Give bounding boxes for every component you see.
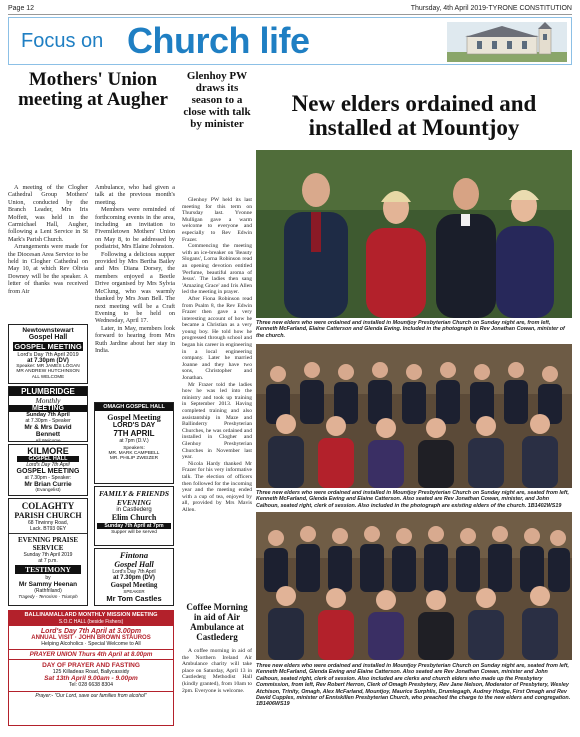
ad-ballinamallard: [8, 610, 174, 726]
ad-bal-l9: Sat 13th April 9.00am - 9.00pm: [44, 675, 138, 682]
ad-col-l7: Sunday 7th April 2019: [23, 552, 73, 558]
ad-bal-l4: ANNUAL VISIT · JOHN BROWN STAUROS: [31, 635, 151, 641]
ad-om-l1: OMAGH GOSPEL HALL: [95, 403, 173, 411]
ad-bal-l1: BALLINAMALLARD MONTHLY MISSION MEETING: [9, 611, 173, 619]
ad-kil-l7: (Evangelist): [35, 488, 61, 493]
ad-plb-l7: Bennett: [35, 431, 61, 438]
ad-col-l2: PARISH CHURCH: [14, 511, 82, 520]
ad-fin-l4: at 7.30pm (DV): [113, 575, 155, 581]
ad-fin-l1: Fintona: [119, 550, 149, 560]
ad-col-l8: at 7 p.m.: [38, 558, 58, 564]
ad-fin-l3: Lord's Day 7th April: [112, 569, 156, 575]
church-building-icon: [447, 22, 567, 62]
issue-date: Thursday, 4th April 2019-TYRONE CONSTITUTION: [410, 5, 572, 12]
ad-om-l2: Gospel Meeting: [107, 413, 161, 422]
ad-omagh: [94, 402, 174, 484]
elders-headline: New elders ordained and installed at Mountjoy: [291, 91, 537, 140]
ad-om-l7: MR. MARK CAMPBELL: [108, 451, 160, 456]
ad-col-l9: TESTIMONY: [15, 565, 81, 574]
ad-colaghty: [8, 498, 88, 606]
ad-ff-l3: in Castlederg: [116, 507, 152, 513]
ad-bal-l8: 125 Killadeas Road, Ballycassidy: [52, 669, 130, 675]
ad-kil-l2: GOSPEL HALL: [17, 456, 79, 462]
ad-bal-l7: DAY OF PRAYER AND FASTING: [42, 662, 140, 669]
elders-caption-1: Three new elders who were ordained and installed in Mountjoy Presbyterian Church on Sunday night are, from left, Kenneth McFarland, Elaine Catterson and Glenda Ewing. Included in the photograph is Rev Jonathan Cowan, minister of the church.: [256, 320, 565, 339]
ad-bal-l10: Tel: 028 6638 8304: [68, 682, 114, 688]
ad-fin-l6: SPEAKER: [123, 589, 145, 594]
ad-col-l6: SERVICE: [32, 544, 64, 552]
ad-bal-l2: S.O.C HALL (beside Fishers): [9, 619, 173, 626]
elders-article: [256, 92, 572, 140]
mothers-union-col2: [95, 184, 175, 354]
ad-ff-l5: Sunday 7th April at 7pm: [97, 523, 171, 529]
ad-ff-l6: Supper will be served: [111, 530, 157, 535]
ad-newtownstewart: [8, 324, 88, 384]
ad-plb-l1: PLUMBRIDGE: [9, 387, 87, 396]
mothers-union-col1: [8, 184, 88, 295]
ad-kil-l4: GOSPEL MEETING: [16, 468, 80, 475]
elders-photo-2-image: [256, 344, 572, 488]
ad-col-l1: COLAGHTY: [21, 501, 75, 511]
gl-p3: After Fiona Robinson read from Psalm 8, the Rev Edwin Frazer then gave a very interesting account of how he became a Christian as a very young boy. He told how he progressed through school and began his career in engineering in a local engineering company. Later he married Joanne and they have two sons, Christopher and Jonathan.: [182, 295, 252, 382]
ad-col-l3: 68 Tirwinny Road,: [27, 520, 69, 526]
page-number: Page 12: [8, 5, 35, 12]
ad-kil-l5: at 7.30pm - Speaker:: [24, 475, 72, 481]
ad-ff-l1: FAMILY & FRIENDS: [98, 489, 170, 498]
elders-photo-2: [256, 344, 572, 488]
ad-nts-l8: ALL WELCOME: [31, 374, 65, 379]
ad-fin-l5: Gospel Meeting: [110, 581, 158, 589]
gl-p5: Nicola Hardy thanked Mr Frazer for his very informative talk. The election of officers then followed for the incoming year and the meeting ended with a cup of tea, enjoyed by all, provided by Mrs Mavis Allen.: [182, 460, 252, 513]
ad-col-l5: EVENING PRAISE: [17, 536, 79, 544]
ad-plb-l3: MEETING: [9, 405, 87, 412]
ad-family-friends: [94, 486, 174, 546]
elders-caption-2: Three new elders who were ordained and installed in Mountjoy Presbyterian Church on Sunday night are, seated from left, Kenneth McFarland, Glenda Ewing and Elaine Catterson. Also seated are Rev Jonathan Cowan, minister, and John Calhoun, seated right, clerk of session. Also included in the photograph are existing elders of the church. 1B1402WS19: [256, 490, 570, 509]
ad-om-l4: 7TH APRIL: [113, 429, 155, 438]
glenhoy-article: [182, 70, 252, 130]
ad-bal-l3: Lord's Day 7th April at 3.00pm: [40, 628, 142, 635]
ad-col-l12: (Rathfriland): [34, 588, 62, 594]
ad-bal-l11: Prayer:- "Our Lord, save our families from alcohol": [9, 691, 173, 699]
mu-p6: Later, in May, members look forward to hearing from Mrs Ruth Jardine about her stay in India.: [95, 324, 175, 354]
glenhoy-body: [182, 197, 252, 514]
ad-col-l10: by: [45, 575, 51, 581]
ad-col-l11: Mr Sammy Heenan: [18, 581, 78, 588]
banner-focus: Focus on: [21, 30, 104, 52]
elders-caption-3: Three new elders who were ordained and installed in Mountjoy Presbyterian Church on Sunday night are, seated from left, Kenneth McFarland, Glenda Ewing and Elaine Catterson. Also seated are Rev Jonathan Cowan, minister and John Calhoun, seated right, clerk of session. Also included are clerks and church elders who made up the Presbytery Commission, from left, Rev Robert Herron, Clerk of Omagh Presbytery, Rev Jane Nelson, Moderator of Presbytery, Wesley Atchison, Trinity, Omagh, Alex McFarland, Mountjoy, Maurice Surphlis, Drumlegagh, Audrey Hodge, First Omagh and Rev David Cupples, minister of Enniskillen Presbyterian Church, who preached the charge to the new elders and congregation. 1B1406WS19: [256, 663, 571, 708]
mu-p3: Ambulance, who had given a talk at the previous month's meeting.: [95, 184, 175, 206]
mu-p4: Members were reminded of forthcoming events in the area, including an invitation to Fivemiletown Mothers' Union on May 8, to be addressed by podiatrist, Mrs Elaine Johnston.: [95, 206, 175, 251]
section-banner: [8, 17, 572, 65]
ad-nts-l7: MR ANDREW HUTCHINSON: [16, 369, 80, 374]
ad-kil-l6: Mr Brian Currie: [24, 481, 72, 488]
page-header: [8, 3, 572, 15]
mu-p1: A meeting of the Clogher Cathedral Group Mothers' Union, conducted by the Branch Leader, Mrs Iris Moffett, was held in the Carmichael Hall, Augher, following a Lent Service in St Mark's Parish Church.: [8, 184, 88, 243]
ad-nts-l2: Gospel Hall: [28, 334, 68, 341]
ad-kilmore: [8, 444, 88, 496]
mothers-union-article: [8, 70, 178, 110]
glenhoy-headline: Glenhoy PW draws its season to a close with talk by minister: [183, 70, 251, 130]
elders-photo-1: [256, 150, 572, 318]
ad-nts-l1: Newtownstewart: [22, 327, 74, 334]
ad-nts-l4: Lord's Day 7th April 2019: [17, 352, 79, 358]
mu-p5: Following a delicious supper provided by Mrs Bertha Bailey and Mrs Diana Dorsey, the members enjoyed a Beetle Drive organised by Mrs Sylvia McClung, who was warmly thanked by Mrs Joan Bell. The next meeting will be a Craft Evening to be held on Wednesday, April 17.: [95, 250, 175, 325]
gl-p4: Mr Frazer told the ladies how he was led into the ministry and took up training in September 2013. Having completed training and also assistantship in Maze and Ballinderry Presbyterian Churches, he was ordained and installed in Clogher and Glenhoy Presbyterian Churches in November last year.: [182, 381, 252, 461]
ad-om-l5: at 7pm (D.V.): [119, 438, 149, 444]
ad-nts-l3: GOSPEL MEETING: [14, 342, 82, 351]
coffee-morning-article: [182, 602, 252, 694]
ad-kil-l1: KILMORE: [27, 446, 69, 456]
ad-plb-l4: Sunday 7th April: [26, 412, 70, 418]
mothers-union-headline: Mothers' Union meeting at Augher: [18, 69, 168, 110]
ad-kil-l3: Lord's Day 7th April: [26, 462, 70, 468]
ad-om-l6: Speakers:: [123, 446, 145, 451]
elders-photo-3-image: [256, 512, 572, 660]
ad-col-l4: Lack. BT93 0EY: [9, 526, 87, 534]
banner-title: Church life: [127, 20, 310, 61]
ad-fin-l7: Mr Tom Castles: [106, 594, 162, 603]
ad-ff-l2: EVENING: [116, 498, 152, 507]
ad-nts-l5: at 7.30pm (DV): [27, 358, 69, 364]
gl-p2: Commencing the meeting with an ice-breaker on 'Beauty Slogans', Lorna Robinson read an opening devotion entitled 'Perfume, beautiful aroma of Jesus'. The ladies then sang 'Amazing Grace' and Iris Allen led the meeting in prayer.: [182, 243, 252, 296]
ad-fin-l2: Gospel Hall: [114, 560, 154, 569]
gl-p1: Glenhoy PW held its last meeting for this term on Thursday last. Yvonne Mulligan gave a warm welcome to everyone and especially to Rev Edwin Frazer.: [182, 197, 252, 243]
ad-om-l3: LORD'S DAY: [112, 422, 156, 429]
elders-photo-3: [256, 512, 572, 660]
mu-p2: Arrangements were made for the Diocesan Area Service to be held in Clogher Cathedral on May 10, at which Rev Olivia Downey will be the speaker. A letter of thanks was received from Air: [8, 243, 88, 295]
ad-nts-l6: Speaker: MR JAMES LOGAN: [16, 364, 80, 369]
elders-photo-1-image: [256, 150, 572, 318]
ad-om-l8: MR. PHILIP ZWEIZER: [109, 456, 159, 461]
ad-plb-l6: Mr & Mrs David: [24, 424, 72, 431]
ad-plb-l8: All Welcome: [35, 438, 61, 442]
coffee-p1: A coffee morning in aid of the Northern Ireland Air Ambulance charity will take place on Saturday, April 13 in Castlederg Methodist Hall (kindly granted), from 10am to 2pm. Everyone is welcome.: [182, 648, 252, 694]
ad-plb-l2: Monthly: [35, 396, 61, 405]
ad-plb-l5: at 7.30pm - Speaker: [25, 418, 71, 424]
ad-fintona: [94, 548, 174, 606]
ad-bal-l6: PRAYER UNION Thurs 4th April at 8.00pm: [9, 649, 173, 660]
coffee-headline: Coffee Morning in aid of Air Ambulance at Castlederg: [186, 602, 248, 642]
ad-bal-l5: Helping Alcoholics · Special Welcome to All: [41, 641, 141, 647]
ad-plumbridge: [8, 386, 88, 442]
ad-ff-l4: Elim Church: [111, 513, 157, 522]
ad-col-l13: Tragedy - Terrorism - Triumph: [18, 594, 78, 599]
